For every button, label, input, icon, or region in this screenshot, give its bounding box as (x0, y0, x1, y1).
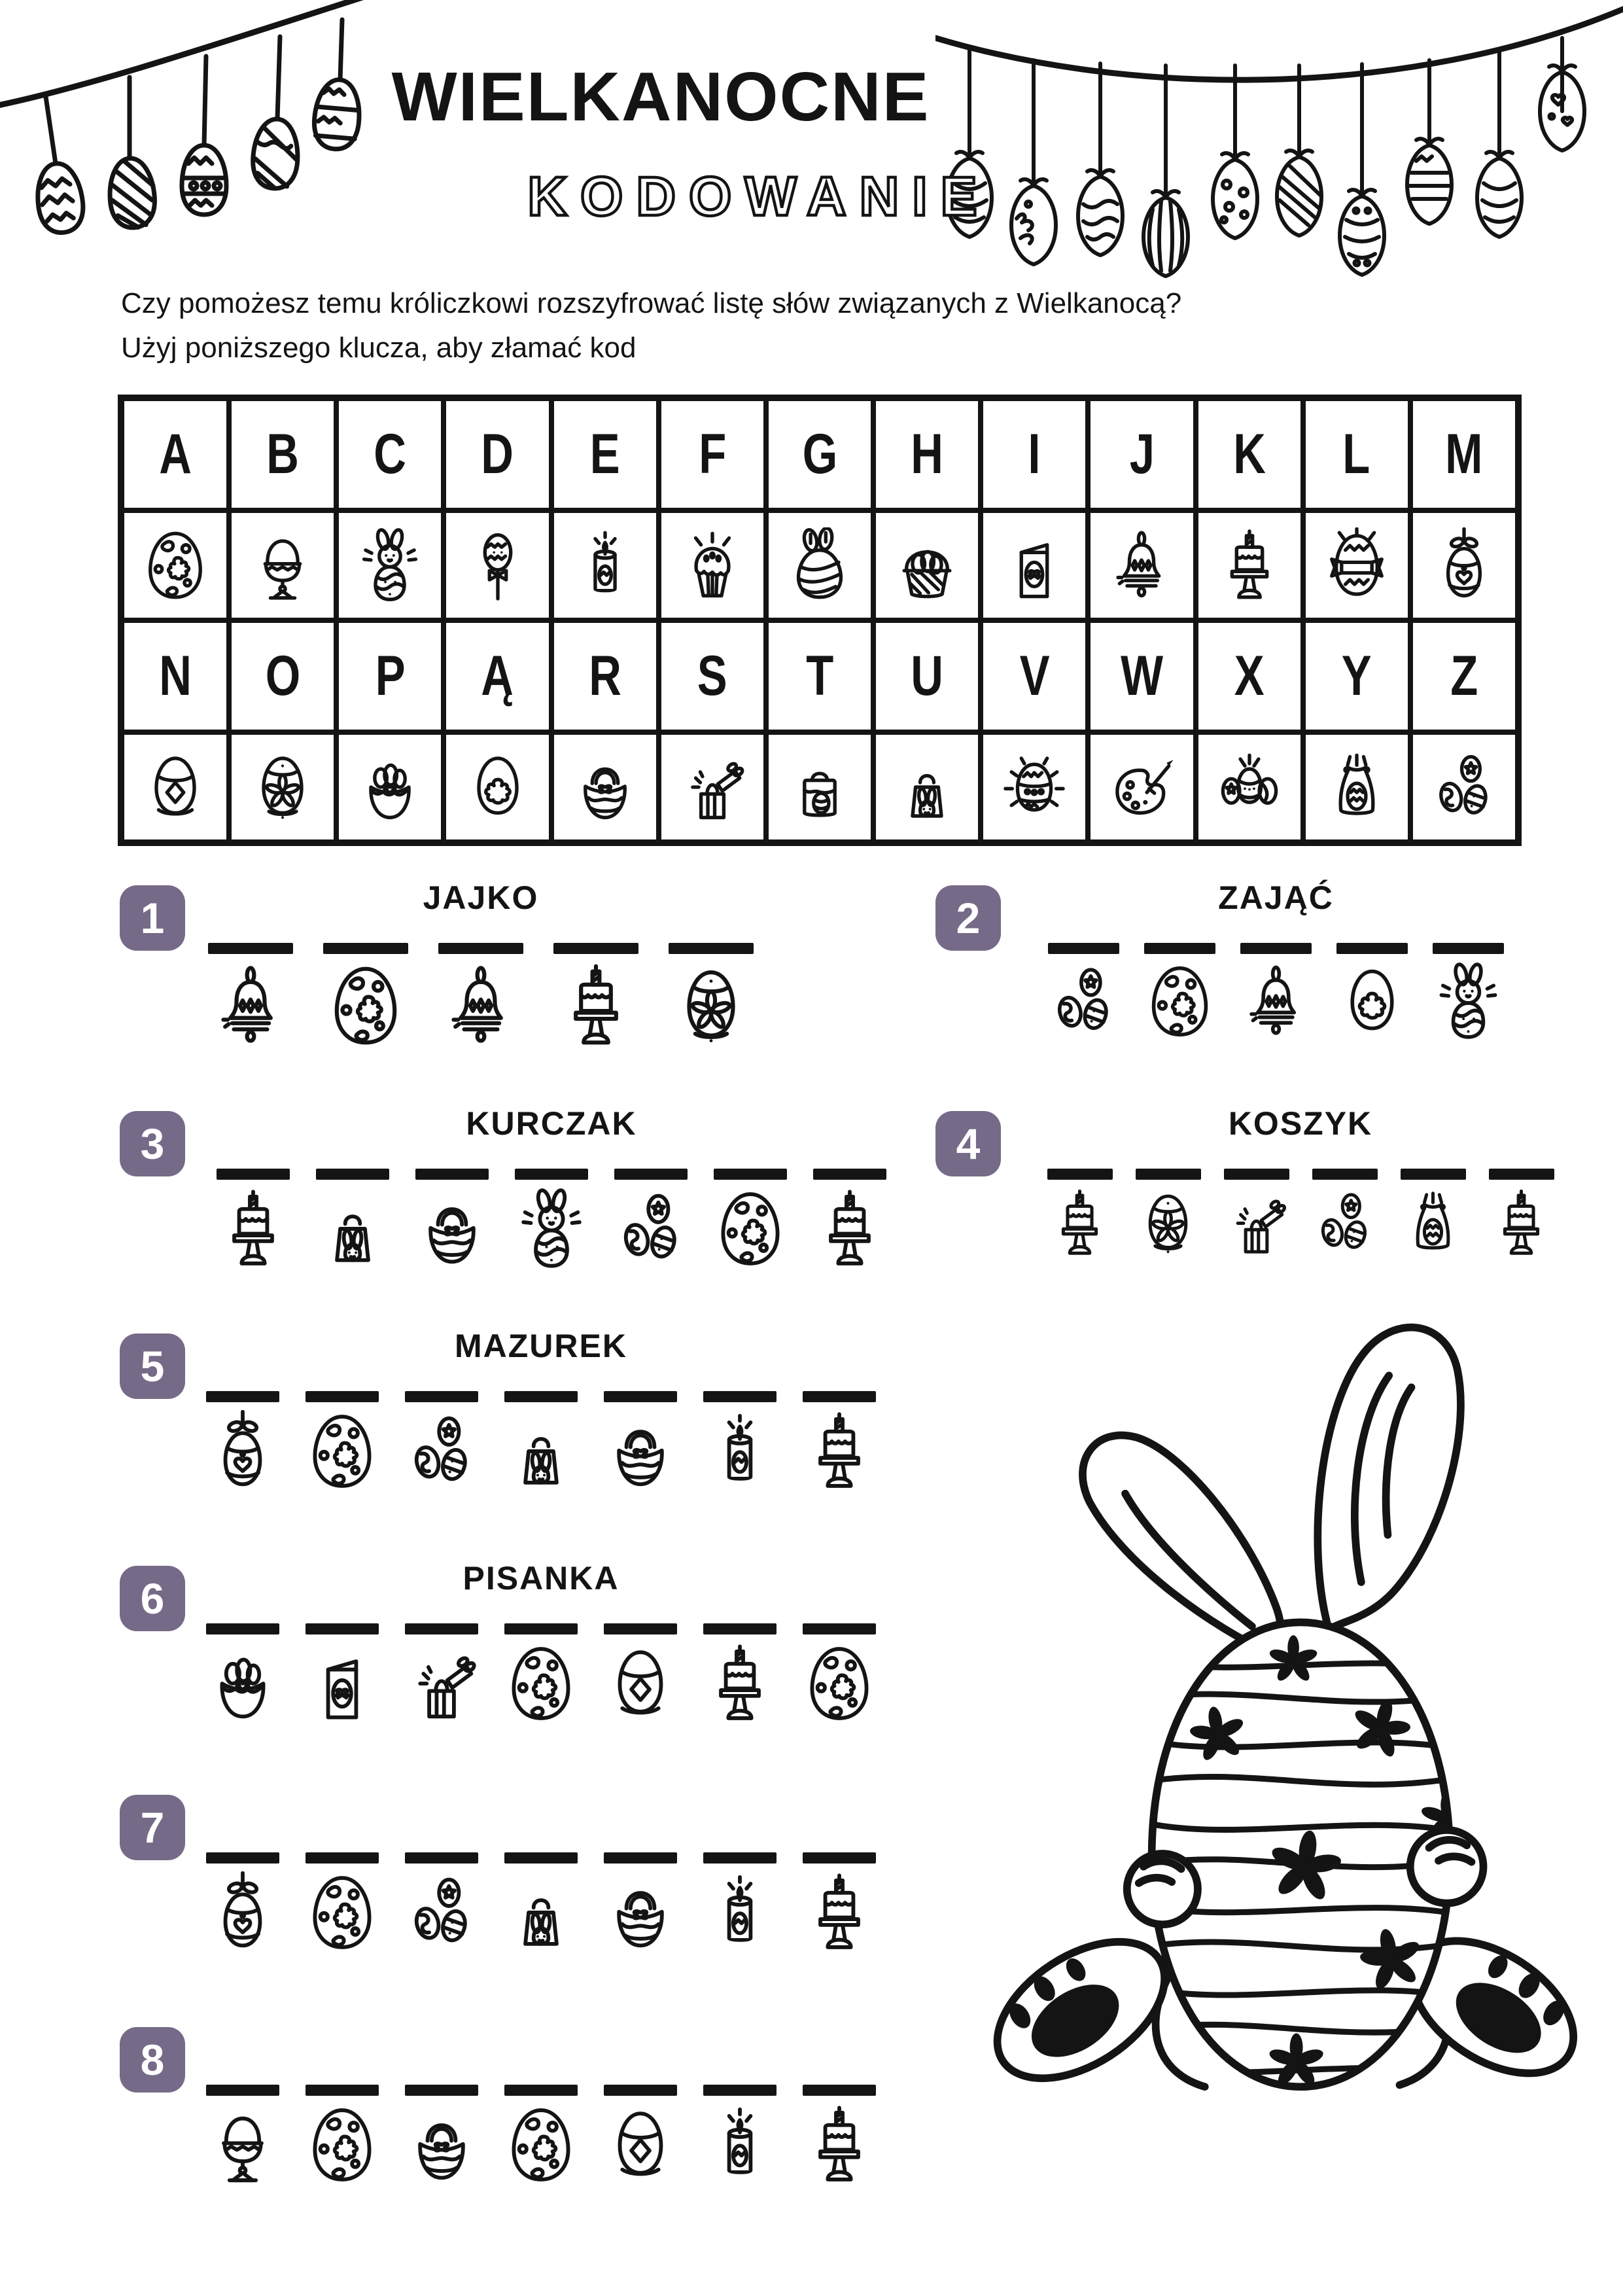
exercise-5 (120, 1327, 889, 1523)
bell-icon (1104, 527, 1179, 603)
code-cells (1036, 1169, 1565, 1259)
cake-on-stand-icon (699, 1642, 781, 1725)
bunny-bag-icon (311, 1188, 394, 1270)
code-cell (392, 1623, 491, 1725)
code-cell (591, 1852, 690, 1954)
key-letter-W (1091, 623, 1193, 730)
code-cell (1300, 1169, 1389, 1259)
key-letter-label: B (266, 423, 300, 486)
exercise-number-badge: 7 (120, 1795, 185, 1860)
answer-blank[interactable] (803, 1623, 876, 1634)
key-letter-label: G (802, 423, 837, 486)
answer-blank[interactable] (803, 1391, 876, 1402)
spotted-egg-icon (301, 1410, 383, 1492)
exercise-word-title: KURCZAK (466, 1105, 637, 1142)
key-letter-D (446, 401, 548, 508)
answer-blank[interactable] (438, 943, 523, 954)
key-letter-K (1198, 401, 1300, 508)
key-symbol-C (339, 513, 441, 618)
key-letter-label: E (589, 423, 620, 486)
answer-blank[interactable] (206, 1623, 279, 1634)
code-cell (392, 1391, 491, 1492)
hanging-egg-heart-icon (201, 1410, 284, 1492)
key-letter-Z (1413, 623, 1515, 730)
egg-with-ribbon-icon (1319, 527, 1395, 603)
code-cell (1132, 943, 1228, 1041)
code-cell (292, 1852, 392, 1954)
key-letter-label: R (588, 645, 621, 707)
code-cell (392, 1852, 491, 1954)
easter-card-icon (301, 1642, 383, 1725)
egg-lollipop-icon (460, 527, 536, 603)
diamond-egg-icon (599, 2104, 682, 2186)
code-cell (690, 1391, 790, 1492)
cake-on-stand-icon (798, 1410, 881, 1492)
answer-blank[interactable] (405, 1852, 478, 1863)
code-cells (193, 943, 769, 1050)
key-letter-label: Y (1341, 645, 1372, 707)
code-cell (591, 1391, 690, 1492)
bunny-bag-icon (500, 1871, 582, 1954)
answer-blank[interactable] (316, 1169, 389, 1180)
code-cell (392, 2085, 491, 2186)
cake-on-stand-icon (1212, 527, 1287, 603)
candle-icon (699, 1871, 781, 1954)
egg-garland-right (935, 0, 1623, 281)
key-letter-label: P (375, 645, 406, 707)
sack-of-eggs-icon (1319, 749, 1395, 825)
candle-icon (699, 2104, 781, 2186)
key-letter-label: O (265, 645, 300, 707)
code-cell (701, 1169, 800, 1270)
key-symbol-X (1198, 735, 1300, 839)
code-cell (1389, 1169, 1477, 1259)
basket-with-bow-icon (567, 749, 643, 825)
key-letter-label: X (1234, 645, 1265, 707)
code-cells (193, 1623, 889, 1725)
code-cell (790, 1623, 889, 1725)
code-cells (203, 1169, 899, 1270)
key-letter-O (232, 623, 334, 730)
cake-on-stand-icon (809, 1188, 891, 1270)
key-symbol-Y (1306, 735, 1408, 839)
answer-blank[interactable] (803, 2085, 876, 2096)
code-cell (502, 1169, 601, 1270)
code-cell (1036, 943, 1132, 1041)
code-cell (1228, 943, 1324, 1041)
code-cell (1324, 943, 1420, 1041)
exercise-word-title: ZAJĄĆ (1218, 879, 1334, 916)
petal-flower-egg-icon (1132, 1188, 1204, 1259)
answer-blank[interactable] (553, 943, 638, 954)
answer-blank[interactable] (803, 1852, 876, 1863)
answer-blank[interactable] (714, 1169, 787, 1180)
instructions-line-1: Czy pomożesz temu króliczkowi rozszyfrować listę słów związanych z Wielkanocą? (121, 287, 1182, 319)
key-letter-H (876, 401, 978, 508)
bunny-icon (1429, 962, 1508, 1041)
answer-blank[interactable] (1433, 943, 1504, 954)
answer-blank[interactable] (405, 1623, 478, 1634)
answer-blank[interactable] (206, 1852, 279, 1863)
key-symbol-W (1091, 735, 1193, 839)
code-cell (193, 1623, 292, 1725)
answer-blank[interactable] (604, 1623, 677, 1634)
key-letter-I (983, 401, 1085, 508)
key-symbol-R (554, 735, 656, 839)
code-cell (491, 2085, 591, 2186)
key-letter-C (339, 401, 441, 508)
answer-blank[interactable] (504, 1852, 578, 1863)
answer-blank[interactable] (703, 1391, 777, 1402)
key-symbol-K (1198, 513, 1300, 618)
key-letter-X (1198, 623, 1300, 730)
code-cell (303, 1169, 402, 1270)
key-symbol-I (983, 513, 1085, 618)
egg-basket-with-bow-icon (201, 1642, 284, 1725)
answer-blank[interactable] (206, 2085, 279, 2096)
easter-card-icon (996, 527, 1072, 603)
code-cell (591, 1623, 690, 1725)
bell-icon (437, 962, 525, 1050)
answer-blank[interactable] (305, 1852, 379, 1863)
key-letter-label: T (805, 645, 834, 707)
answer-blank[interactable] (504, 1623, 578, 1634)
key-letter-M (1413, 401, 1515, 508)
code-cell (292, 2085, 392, 2186)
spotted-egg-icon (1140, 962, 1219, 1041)
exercise-3 (120, 1104, 899, 1301)
answer-blank[interactable] (1240, 943, 1312, 954)
code-cells (1036, 943, 1516, 1041)
code-cell (402, 1169, 502, 1270)
key-symbol-F (661, 513, 763, 618)
exercise-number-badge: 1 (120, 885, 185, 951)
egg-trio-shining-icon (1212, 749, 1287, 825)
code-cell (1477, 1169, 1565, 1259)
code-cell (790, 1852, 889, 1954)
basket-with-bow-icon (599, 1871, 682, 1954)
bunny-bag-icon (889, 749, 965, 825)
answer-blank[interactable] (604, 2085, 677, 2096)
answer-blank[interactable] (415, 1169, 489, 1180)
code-cell (1420, 943, 1516, 1041)
key-symbol-H (876, 513, 978, 618)
code-cell (203, 1169, 303, 1270)
instructions-line-2: Użyj poniższego klucza, aby złamać kod (121, 332, 637, 364)
spotted-egg-icon (301, 1871, 383, 1954)
petal-flower-egg-icon (667, 962, 755, 1050)
gift-bag-egg-icon (782, 749, 858, 825)
diamond-egg-icon (137, 749, 213, 825)
egg-trio-star-icon (610, 1188, 692, 1270)
key-letter-E (554, 401, 656, 508)
key-symbol-N (124, 735, 226, 839)
candle-icon (699, 1410, 781, 1492)
instructions (121, 281, 1495, 370)
open-gift-icon (674, 749, 750, 825)
key-letter-S (661, 623, 763, 730)
answer-blank[interactable] (604, 1852, 677, 1863)
key-letter-label: C (374, 423, 407, 486)
exercise-1 (120, 879, 769, 1075)
key-letter-label: U (911, 645, 943, 707)
bunny-with-egg-illustration (975, 1299, 1583, 2155)
code-cell (308, 943, 423, 1050)
code-cell (292, 1623, 392, 1725)
answer-blank[interactable] (703, 1623, 777, 1634)
key-letter-label: S (697, 645, 727, 707)
key-symbol-B (232, 513, 334, 618)
exercise-8 (120, 2021, 889, 2217)
code-cell (423, 943, 538, 1050)
answer-blank[interactable] (217, 1169, 290, 1180)
basket-with-bow-icon (599, 1410, 682, 1492)
answer-blank[interactable] (405, 1391, 478, 1402)
bunny-icon (510, 1188, 593, 1270)
page-subtitle: KODOWANIE (527, 166, 990, 227)
answer-blank[interactable] (669, 943, 754, 954)
code-cell (193, 1852, 292, 1954)
answer-blank[interactable] (1312, 1169, 1378, 1180)
code-cells (193, 1391, 889, 1492)
key-letter-N (124, 623, 226, 730)
hanging-egg-heart-icon (201, 1871, 284, 1954)
exercise-number-badge: 4 (935, 1111, 1001, 1176)
open-gift-icon (1221, 1188, 1292, 1259)
code-cell (690, 2085, 790, 2186)
code-cell (193, 1391, 292, 1492)
exercise-6 (120, 1559, 889, 1756)
exercise-4 (952, 1104, 1565, 1301)
sack-of-eggs-icon (1397, 1188, 1469, 1259)
paint-palette-icon (1104, 749, 1179, 825)
egg-with-bunny-ears-icon (782, 527, 858, 603)
key-letter-label: D (481, 423, 514, 486)
answer-blank[interactable] (813, 1169, 886, 1180)
key-letter-F (661, 401, 763, 508)
code-cell (690, 1852, 790, 1954)
petal-flower-egg-icon (245, 749, 321, 825)
code-cell (591, 2085, 690, 2186)
spotted-egg-icon (709, 1188, 792, 1270)
key-letter-label: M (1445, 423, 1483, 486)
key-letter-A (124, 401, 226, 508)
key-letter-label: N (159, 645, 192, 707)
key-symbol-O (232, 735, 334, 839)
exercise-number-badge: 6 (120, 1566, 185, 1631)
answer-blank[interactable] (515, 1169, 588, 1180)
exercise-word-title: MAZUREK (455, 1328, 627, 1364)
basket-with-bow-icon (411, 1188, 493, 1270)
exercise-word-title: KOSZYK (1228, 1105, 1373, 1142)
hanging-egg-heart-icon (1426, 527, 1502, 603)
answer-blank[interactable] (1047, 1169, 1113, 1180)
answer-blank[interactable] (1401, 1169, 1466, 1180)
answer-blank[interactable] (206, 1391, 279, 1402)
key-symbol-Z (1413, 735, 1515, 839)
answer-blank[interactable] (614, 1169, 688, 1180)
answer-blank[interactable] (703, 2085, 777, 2096)
key-letter-T (769, 623, 871, 730)
code-cell (292, 1391, 392, 1492)
bunny-icon (352, 527, 428, 603)
key-symbol-V (983, 735, 1085, 839)
exercise-7 (120, 1788, 889, 1985)
exercise-number-badge: 3 (120, 1111, 185, 1176)
code-cell (1036, 1169, 1124, 1259)
cake-on-stand-icon (1486, 1188, 1557, 1259)
answer-blank[interactable] (703, 1852, 777, 1863)
flower-egg-icon (460, 749, 536, 825)
code-cell (800, 1169, 899, 1270)
key-letter-L (1306, 401, 1408, 508)
cake-on-stand-icon (552, 962, 640, 1050)
egg-trio-star-icon (1426, 749, 1502, 825)
code-cell (1212, 1169, 1300, 1259)
key-letter-G (769, 401, 871, 508)
key-symbol-S (661, 735, 763, 839)
flower-egg-icon (1333, 962, 1412, 1041)
code-cell (538, 943, 654, 1050)
egg-trio-star-icon (1309, 1188, 1380, 1259)
answer-blank[interactable] (305, 1623, 379, 1634)
candle-icon (567, 527, 643, 603)
egg-garland-left (0, 0, 376, 262)
cake-on-stand-icon (212, 1188, 294, 1270)
answer-blank[interactable] (1224, 1169, 1289, 1180)
answer-blank[interactable] (405, 2085, 478, 2096)
bell-icon (207, 962, 294, 1050)
exercise-word-title: JAJKO (423, 879, 539, 916)
code-key-table (118, 395, 1522, 846)
page-title: WIELKANOCNE (391, 58, 930, 135)
spotted-egg-icon (322, 962, 410, 1050)
cake-on-stand-icon (1044, 1188, 1115, 1259)
exercise-number-badge: 2 (935, 885, 1001, 951)
code-cell (193, 943, 308, 1050)
exercise-number-badge: 8 (120, 2027, 185, 2093)
answer-blank[interactable] (1489, 1169, 1554, 1180)
egg-trio-star-icon (400, 1871, 483, 1954)
answer-blank[interactable] (1048, 943, 1119, 954)
answer-blank[interactable] (1136, 1169, 1201, 1180)
key-symbol-Ą (446, 735, 548, 839)
code-cell (193, 2085, 292, 2186)
answer-blank[interactable] (504, 1391, 578, 1402)
key-symbol-M (1413, 513, 1515, 618)
answer-blank[interactable] (208, 943, 293, 954)
code-cell (790, 2085, 889, 2186)
code-cells (193, 2085, 889, 2186)
key-letter-J (1091, 401, 1193, 508)
key-letter-label: Ą (481, 645, 514, 707)
key-letter-B (232, 401, 334, 508)
key-symbol-T (769, 735, 871, 839)
basket-with-bow-icon (400, 2104, 483, 2186)
key-letter-label: Z (1450, 645, 1478, 707)
egg-basket-with-bow-icon (352, 749, 428, 825)
code-cell (790, 1391, 889, 1492)
key-symbol-L (1306, 513, 1408, 618)
key-symbol-G (769, 513, 871, 618)
bell-icon (1236, 962, 1316, 1041)
answer-blank[interactable] (1336, 943, 1408, 954)
code-cell (491, 1852, 591, 1954)
key-letter-label: A (159, 423, 192, 486)
code-cell (690, 1623, 790, 1725)
key-letter-Ą (446, 623, 548, 730)
key-symbol-A (124, 513, 226, 618)
key-letter-label: K (1232, 423, 1266, 486)
shining-egg-icon (996, 749, 1072, 825)
diamond-egg-icon (599, 1642, 682, 1725)
answer-blank[interactable] (323, 943, 408, 954)
code-cell (601, 1169, 701, 1270)
code-cell (491, 1391, 591, 1492)
key-symbol-J (1091, 513, 1193, 618)
answer-blank[interactable] (504, 2085, 578, 2096)
spotted-egg-icon (137, 527, 213, 603)
key-letter-Y (1306, 623, 1408, 730)
key-letter-label: W (1120, 645, 1163, 707)
exercise-2 (952, 879, 1516, 1075)
key-letter-R (554, 623, 656, 730)
answer-blank[interactable] (305, 1391, 379, 1402)
key-symbol-E (554, 513, 656, 618)
answer-blank[interactable] (1144, 943, 1215, 954)
spotted-egg-icon (798, 1642, 881, 1725)
key-symbol-D (446, 513, 548, 618)
answer-blank[interactable] (305, 2085, 379, 2096)
key-letter-label: H (911, 423, 943, 486)
code-cell (654, 943, 769, 1050)
exercise-word-title: PISANKA (462, 1560, 620, 1597)
key-letter-label: L (1342, 423, 1370, 486)
key-letter-label: I (1028, 423, 1041, 486)
open-gift-icon (400, 1642, 483, 1725)
exercise-number-badge: 5 (120, 1333, 185, 1399)
key-letter-label: J (1129, 423, 1155, 486)
code-cell (491, 1623, 591, 1725)
bunny-bag-icon (500, 1410, 582, 1492)
cake-on-stand-icon (798, 1871, 881, 1954)
basket-of-eggs-icon (889, 527, 965, 603)
key-letter-label: F (698, 423, 726, 486)
cupcake-icon (674, 527, 750, 603)
key-letter-label: V (1019, 645, 1050, 707)
egg-cup-icon (245, 527, 321, 603)
spotted-egg-icon (500, 1642, 582, 1725)
key-letter-V (983, 623, 1085, 730)
cake-on-stand-icon (798, 2104, 881, 2186)
key-symbol-P (339, 735, 441, 839)
egg-trio-star-icon (400, 1410, 483, 1492)
key-letter-P (339, 623, 441, 730)
answer-blank[interactable] (604, 1391, 677, 1402)
code-cell (1124, 1169, 1212, 1259)
spotted-egg-icon (500, 2104, 582, 2186)
key-symbol-U (876, 735, 978, 839)
egg-trio-star-icon (1044, 962, 1123, 1041)
key-letter-U (876, 623, 978, 730)
spotted-egg-icon (301, 2104, 383, 2186)
egg-cup-icon (201, 2104, 284, 2186)
code-cells (193, 1852, 889, 1954)
